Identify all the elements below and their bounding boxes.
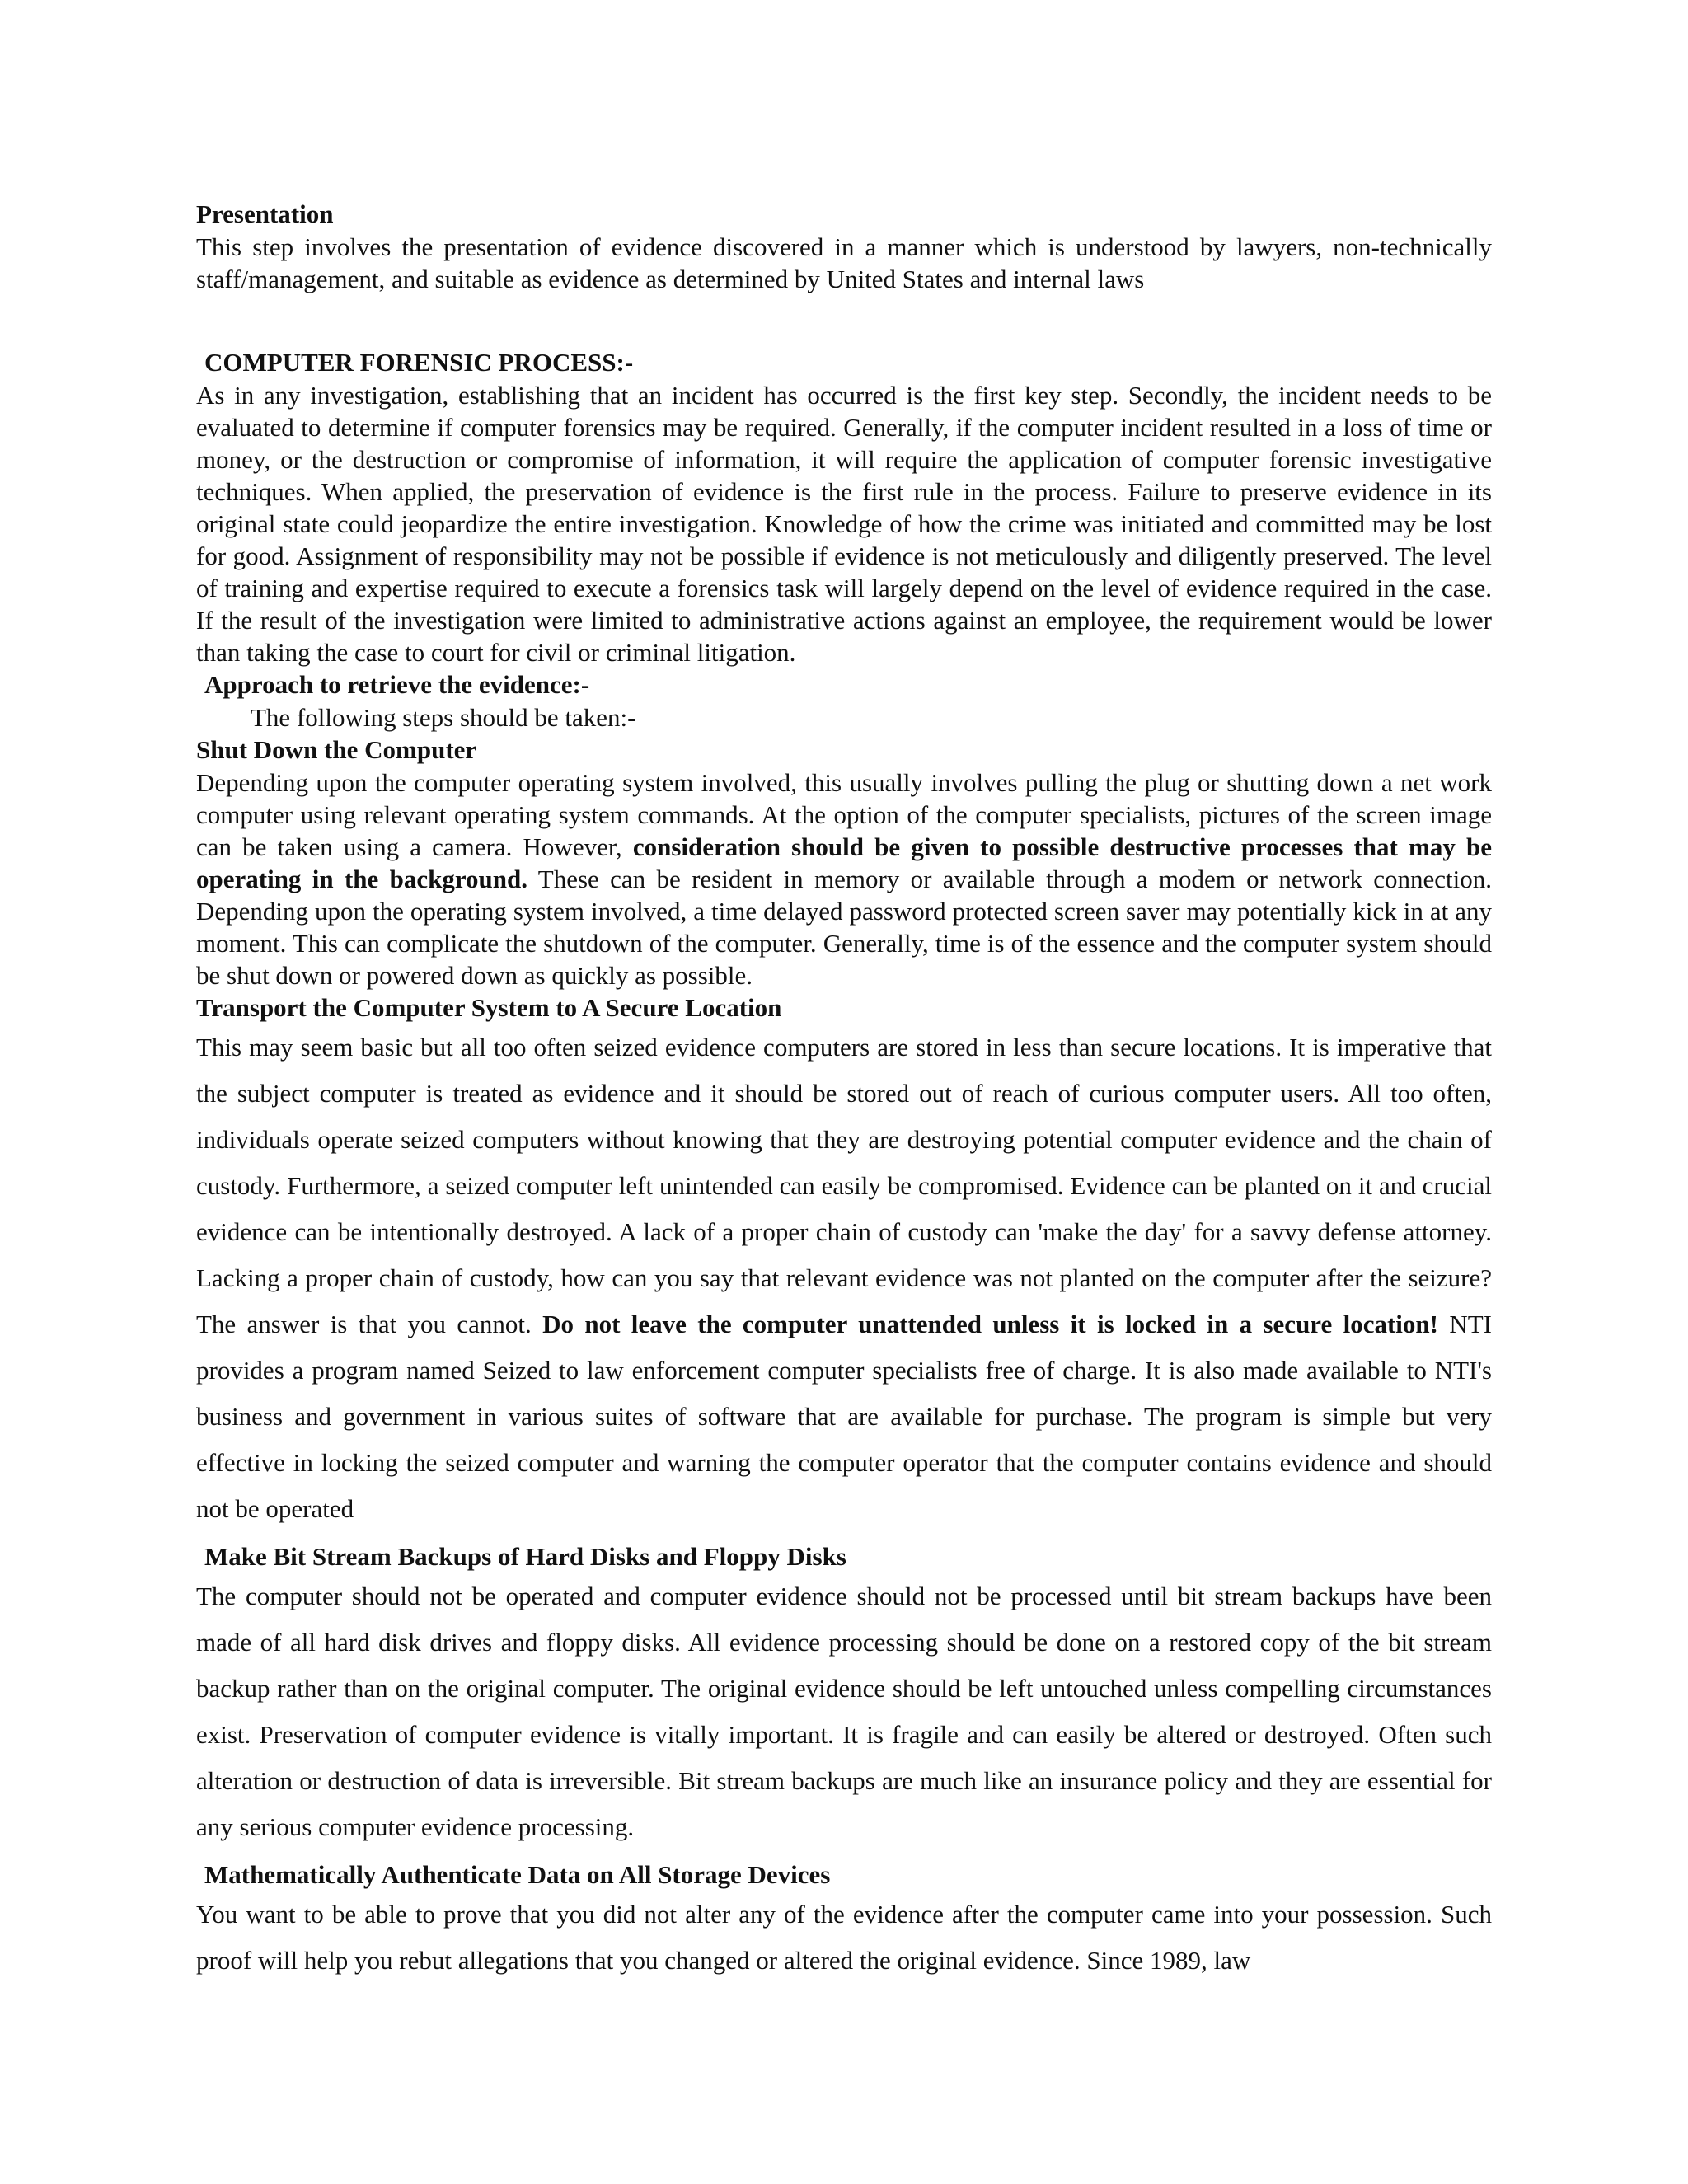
shutdown-text-2: These can be resident in memory or available through a modem or network connection. Depending upon the operating system involved, a time delayed password protected screen saver may potentially kick in at any moment. This can complicate the shutdown of the computer. Generally, time is of the essence and the computer system should be shut down or powered down as quickly as possible.: [196, 865, 1493, 990]
presentation-paragraph: This step involves the presentation of evidence discovered in a manner which is understood by lawyers, non-technically staff/management, and suitable as evidence as determined by United States and internal laws: [196, 232, 1492, 293]
approach-intro: The following steps should be taken:-: [251, 703, 636, 732]
document-page: [196, 198, 1492, 1984]
shutdown-paragraph: [196, 766, 1492, 991]
transport-heading: Transport the Computer System to A Secure Location: [196, 993, 782, 1022]
forensic-process-heading: COMPUTER FORENSIC PROCESS:-: [204, 348, 634, 377]
transport-text-2: NTI provides a program named Seized to law enforcement computer specialists free of charge. It is also made available to NTI's business and government in various suites of software that are available for purchase. The program is simple but very effective in locking the seized computer and warning the computer operator that the computer contains evidence and should not be operated: [196, 1310, 1492, 1523]
shutdown-text-1: Depending upon the computer operating system involved, this usually involves pulling the plug or shutting down a net work computer using relevant operating system commands. At the option of the computer specialists, pictures of the screen image can be taken using a camera. However,: [196, 768, 1492, 861]
authenticate-heading: Mathematically Authenticate Data on All Storage Devices: [204, 1860, 831, 1889]
section-spacer: [196, 1850, 1492, 1858]
transport-text-1: This may seem basic but all too often seized evidence computers are stored in less than secure locations. It is imperative that the subject computer is treated as evidence and it should be stored out of reach of curious computer users. All too often, individuals operate seized computers without knowing that they are destroying potential computer evidence and the chain of custody. Furthermore, a seized computer left unintended can easily be compromised. Evidence can be planted on it and crucial evidence can be intentionally destroyed. A lack of a proper chain of custody can 'make the day' for a savvy defense attorney. Lacking a proper chain of custody, how can you say that relevant evidence was not planted on the computer after the seizure? The answer is that you cannot.: [196, 1033, 1492, 1338]
backups-paragraph: The computer should not be operated and computer evidence should not be processed until bit stream backups have been made of all hard disk drives and floppy disks. All evidence processing should be done on a restored copy of the bit stream backup rather than on the original computer. The original evidence should be left untouched unless compelling circumstances exist. Preservation of computer evidence is vitally important. It is fragile and can easily be altered or destroyed. Often such alteration or destruction of data is irreversible. Bit stream backups are much like an insurance policy and they are essential for any serious computer evidence processing.: [196, 1582, 1492, 1841]
transport-paragraph: [196, 1024, 1492, 1532]
shutdown-bold-text: consideration should be given to possible destructive processes that may be operating in the background.: [196, 832, 1492, 893]
authenticate-paragraph: You want to be able to prove that you did not alter any of the evidence after the computer came into your possession. Such proof will help you rebut allegations that you changed or altered the original evidence. Since 1989, law: [196, 1900, 1492, 1975]
approach-heading: Approach to retrieve the evidence:-: [204, 670, 590, 699]
presentation-heading: Presentation: [196, 199, 334, 228]
transport-bold-text: Do not leave the computer unattended unless it is locked in a secure location!: [542, 1310, 1438, 1338]
forensic-process-paragraph: As in any investigation, establishing that an incident has occurred is the first key step. Secondly, the incident needs to be evaluated to determine if computer forensics may be required. Generally, if the computer incident resulted in a loss of time or money, or the destruction or compromise of information, it will require the application of computer forensic investigative techniques. When applied, the preservation of evidence is the first rule in the process. Failure to preserve evidence in its original state could jeopardize the entire investigation. Knowledge of how the crime was initiated and committed may be lost for good. Assignment of responsibility may not be possible if evidence is not meticulously and diligently preserved. The level of training and expertise required to execute a forensics task will largely depend on the level of evidence required in the case. If the result of the investigation were limited to administrative actions against an employee, the requirement would be lower than taking the case to court for civil or criminal litigation.: [196, 381, 1492, 667]
backups-heading: Make Bit Stream Backups of Hard Disks and Floppy Disks: [204, 1542, 846, 1571]
section-spacer: [196, 295, 1492, 346]
shutdown-heading: Shut Down the Computer: [196, 735, 477, 764]
section-spacer: [196, 1532, 1492, 1540]
